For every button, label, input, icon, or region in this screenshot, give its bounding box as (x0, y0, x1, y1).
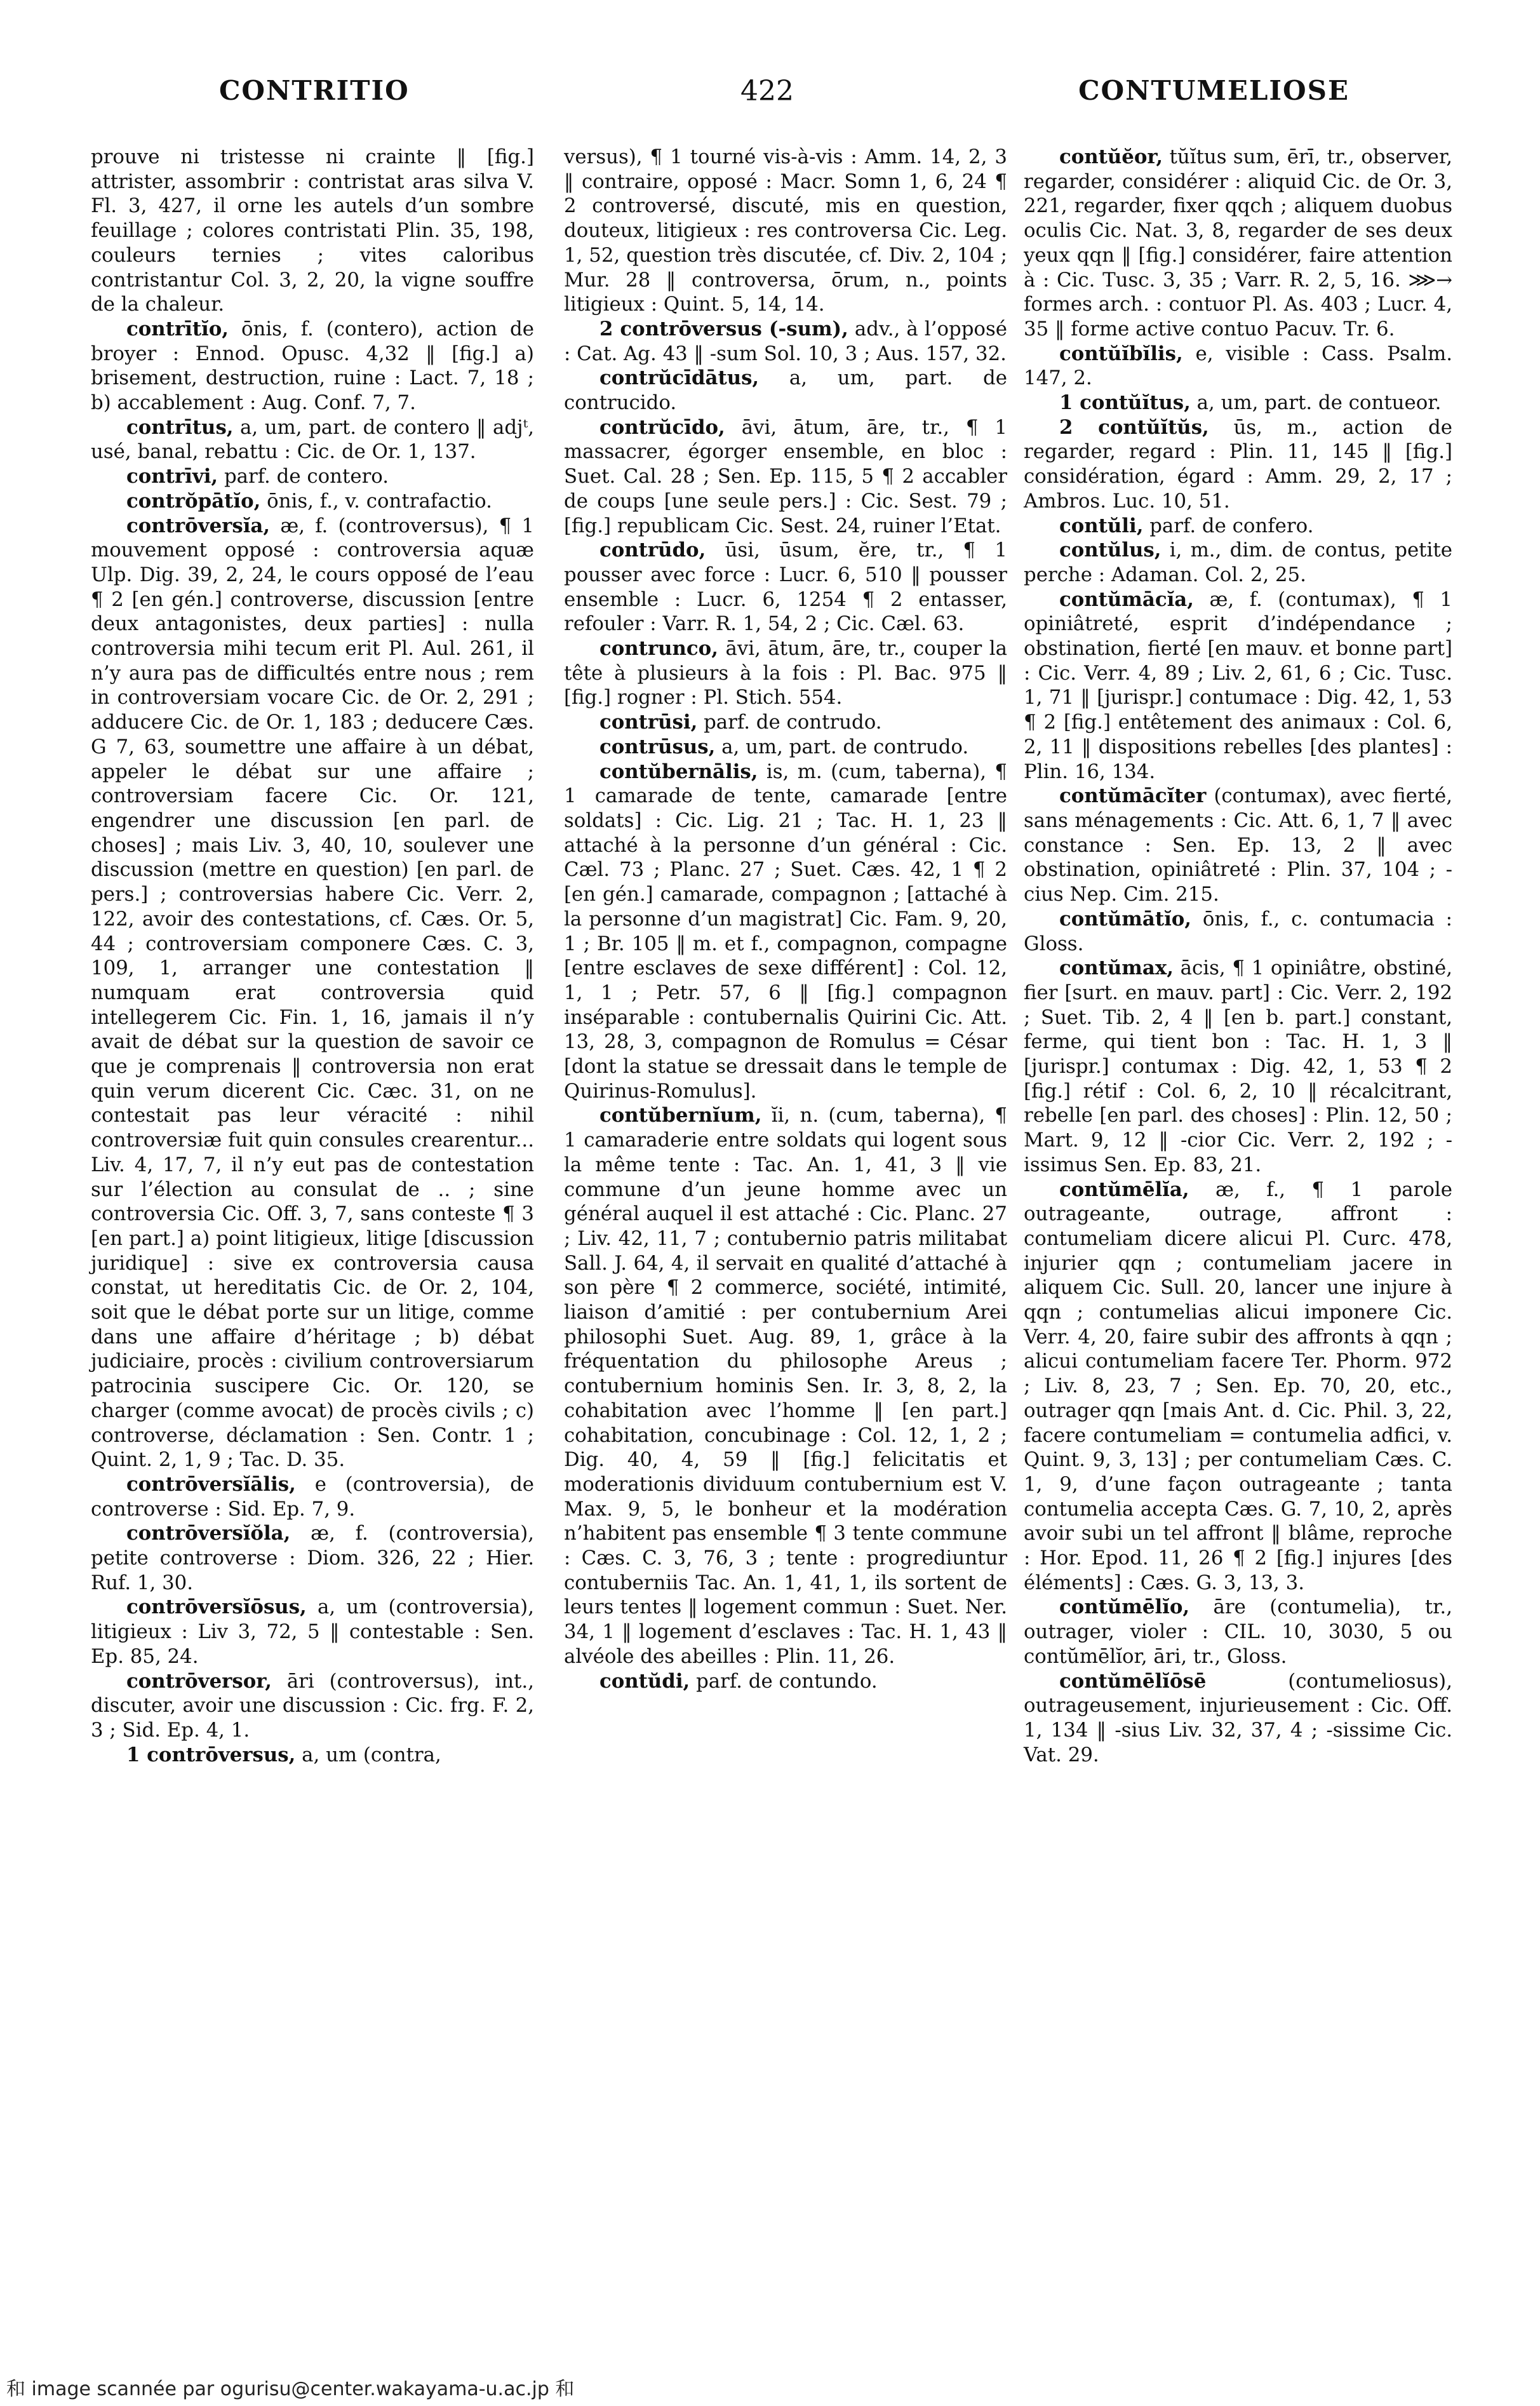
entry-headword: contŭmēlĭa, (1059, 1178, 1189, 1201)
entry-headword: contrōversĭālis, (126, 1472, 296, 1496)
column-3 (1024, 145, 1452, 1767)
entry-headword: contrūdo, (599, 539, 706, 562)
entry-headword: contŭĭbĭlis, (1059, 342, 1183, 365)
entry-headword: contŭĕor, (1059, 145, 1163, 168)
entry-headword: 1 contrōversus, (126, 1743, 296, 1766)
entry-definition: ūs, m., action de regarder, regard : Plin. 11, 145 ‖ [fig.] considération, égard : Amm. 29, 2, 17 ; Ambros. Luc. 10, 51. (1024, 415, 1452, 513)
dictionary-entry (1024, 391, 1452, 415)
dictionary-entry (564, 760, 1007, 1104)
entry-headword: contrunco, (599, 637, 718, 661)
dictionary-entry (1024, 907, 1452, 956)
dictionary-entry (91, 489, 534, 514)
dictionary-entry (564, 735, 1007, 760)
entry-headword: contŭdi, (599, 1669, 690, 1693)
entry-definition: āvi, ātum, āre, tr., ¶ 1 massacrer, égorger ensemble, en bloc : Suet. Cal. 28 ; Sen. Ep. 115, 5 ¶ 2 accabler de coups [une seule pers.] : Cic. Sest. 79 ; [fig.] republicam Cic. Sest. 24, ruiner l’Etat. (564, 415, 1007, 537)
entry-definition: āri (controversus), int., discuter, avoir une discussion : Cic. frg. F. 2, 3 ; Sid. Ep. 4, 1. (91, 1669, 534, 1742)
dictionary-entry (564, 366, 1007, 415)
dictionary-entry (564, 145, 1007, 317)
entry-headword: contŭmēlĭo, (1059, 1596, 1190, 1619)
entry-definition: (contumeliosus), outrageusement, injurieusement : Cic. Off. 1, 134 ‖ -sius Liv. 32, 37, 4 ; -sissime Cic. Vat. 29. (1024, 1669, 1452, 1766)
dictionary-entry (1024, 342, 1452, 391)
entry-definition: (contumax), avec fierté, sans ménagements : Cic. Att. 6, 1, 7 ‖ avec constance : Sen. Ep. 13, 2 ‖ avec obstination, opiniâtreté : Plin. 37, 104 ; -cius Nep. Cim. 215. (1024, 784, 1452, 906)
dictionary-entry (1024, 1669, 1452, 1768)
entry-definition: āvi, ātum, āre, tr., couper la tête à plusieurs à la fois : Pl. Bac. 975 ‖ [fig.] rogner : Pl. Stich. 554. (564, 637, 1008, 709)
dictionary-entry (91, 464, 534, 489)
scan-credit-footer: 和 image scannée par ogurisu@center.wakayama-u.ac.jp 和 (6, 2378, 575, 2400)
entry-headword: contŭmēlĭōsē (1059, 1669, 1207, 1693)
entry-headword: contŭli, (1059, 514, 1144, 537)
entry-headword: 2 contŭĭtŭs, (1059, 415, 1209, 439)
entry-definition: parf. de confero. (1149, 514, 1314, 537)
dictionary-entry (91, 317, 534, 415)
entry-definition: ĭi, n. (cum, taberna), ¶ 1 camaraderie entre soldats qui logent sous la même tente : Tac. An. 1, 41, 3 ‖ vie commune d’un jeune homme avec un général auquel il est attaché : Cic. Planc. 27 ; Liv. 42, 11, 7 ; contubernio patris militabat Sall. J. 64, 4, il servait en qualité d’attaché à son père ¶ 2 commerce, société, intimité, liaison d’amitié : per contubernium Arei philosophi Suet. Aug. 89, 1, grâce à la fréquentation du philosophe Areus ; contubernium hominis Sen. Ir. 3, 8, 2, la cohabitation avec l’homme ‖ [en part.] cohabitation, concubinage : Col. 12, 1, 2 ; Dig. 40, 4, 59 ‖ [fig.] felicitatis et moderationis dividuum contubernium est V. Max. 9, 5, le bonheur et la modération n’habitent pas ensemble ¶ 3 tente commune : Cæs. C. 3, 76, 3 ; tente : progrediuntur contuberniis Tac. An. 1, 41, 1, ils sortent de leurs tentes ‖ logement commun : Suet. Ner. 34, 1 ‖ logement d’esclaves : Tac. H. 1, 43 ‖ alvéole des abeilles : Plin. 11, 26. (564, 1104, 1007, 1668)
entry-headword: contrŭcīdātus, (599, 366, 760, 390)
dictionary-entry (91, 1595, 534, 1669)
entry-definition: ōnis, f. (contero), action de broyer : Ennod. Opusc. 4,32 ‖ [fig.] a) brisement, destruction, ruine : Lact. 7, 18 ; b) accablement : Aug. Conf. 7, 7. (91, 317, 534, 415)
entry-headword: contrōversĭŏla, (126, 1522, 291, 1545)
running-header-left: CONTRITIO (219, 75, 410, 106)
page-number: 422 (740, 75, 794, 107)
entry-headword: contŭbernālis, (599, 760, 758, 783)
entry-headword: contrōversor, (126, 1669, 272, 1693)
entry-headword: contrūsi, (599, 711, 698, 734)
entry-definition: ōnis, f., c. contumacia : Gloss. (1024, 907, 1452, 955)
dictionary-entry (1024, 588, 1452, 784)
entry-headword: contŭmācĭa, (1059, 588, 1194, 611)
entry-definition: a, um, part. de contrucido. (564, 366, 1008, 415)
dictionary-entry (1024, 1595, 1452, 1669)
entry-definition: e (controversia), de controverse : Sid. Ep. 7, 9. (91, 1472, 535, 1521)
dictionary-entry (1024, 145, 1452, 342)
entry-definition: tŭĭtus sum, ērī, tr., observer, regarder, considérer : aliquid Cic. de Or. 3, 221, regarder, fixer qqch ; aliquem duobus oculis Cic. Nat. 3, 8, regarder de ses deux yeux qqn ‖ [fig.] considérer, faire attention à : Cic. Tusc. 3, 35 ; Varr. R. 2, 5, 16. ⋙→ formes arch. : contuor Pl. As. 403 ; Lucr. 4, 35 ‖ forme active contuo Pacuv. Tr. 6. (1024, 145, 1452, 340)
dictionary-entry (1024, 784, 1452, 907)
entry-definition: prouve ni tristesse ni crainte ‖ [fig.] attrister, assombrir : contristat aras silva V. Fl. 3, 427, il orne les autels d’un sombre feuillage ; colores contristati Plin. 35, 198, couleurs ternies ; vites caloribus contristantur Col. 3, 2, 20, la vigne souffre de la chaleur. (91, 145, 534, 316)
dictionary-entry (564, 636, 1007, 710)
entry-definition: adv., à l’opposé : Cat. Ag. 43 ‖ -sum Sol. 10, 3 ; Aus. 157, 32. (564, 317, 1007, 365)
dictionary-entry (91, 514, 534, 1472)
column-1 (91, 145, 534, 1767)
entry-definition: parf. de contero. (224, 465, 389, 488)
entry-definition: æ, f. (contumax), ¶ 1 opiniâtreté, esprit d’indépendance ; obstination, fierté [en mauv. et bonne part] : Cic. Verr. 4, 89 ; Liv. 2, 61, 6 ; Cic. Tusc. 1, 71 ‖ [jurispr.] contumace : Dig. 42, 1, 53 ¶ 2 [fig.] entêtement des animaux : Col. 6, 2, 11 ‖ dispositions rebelles [des plantes] : Plin. 16, 134. (1024, 588, 1452, 783)
dictionary-entry (564, 538, 1007, 636)
entry-definition: āre (contumelia), tr., outrager, violer : CIL. 10, 3030, 5 ou contŭmēlĭor, āri, tr., Gloss. (1024, 1596, 1452, 1668)
dictionary-entry (1024, 538, 1452, 587)
dictionary-entry (91, 1743, 534, 1768)
entry-definition: æ, f. (controversus), ¶ 1 mouvement opposé : controversia aquæ Ulp. Dig. 39, 2, 24, le cours opposé de l’eau ¶ 2 [en gén.] controverse, discussion [entre deux antagonistes, deux parties] : nulla controversia mihi tecum erit Pl. Aul. 261, il n’y aura pas de difficultés entre nous ; rem in controversiam vocare Cic. de Or. 2, 291 ; adducere Cic. de Or. 1, 183 ; deducere Cæs. G 7, 63, soumettre une affaire à un débat, appeler le débat sur une affaire ; controversiam facere Cic. Or. 121, engendrer une discussion [en parl. de choses] ; mais Liv. 3, 40, 10, soulever une discussion (mettre en question) [en parl. de pers.] ; controversias habere Cic. Verr. 2, 122, avoir des contestations, cf. Cæs. Or. 5, 44 ; controversiam componere Cæs. C. 3, 109, 1, arranger une contestation ‖ numquam erat controversia quid intellegerem Cic. Fin. 1, 16, jamais il n’y avait de débat sur la question de savoir ce que je comprenais ‖ controversia non erat quin verum dicerent Cic. Cæc. 31, on ne contestait pas leur véracité : nihil controversiæ fuit quin consules crearentur... Liv. 4, 17, 7, il n’y eut pas de contestation sur l’élection au consulat de .. ; sine controversia Cic. Off. 3, 7, sans conteste ¶ 3 [en part.] a) point litigieux, litige [discussion juridique] : sive ex controversia causa constat, ut hereditatis Cic. de Or. 2, 104, soit que le débat porte sur un litige, comme dans une affaire d’héritage ; b) débat judiciaire, procès : civilium controversiarum patrocinia suscipere Cic. Or. 120, se charger (comme avocat) de procès civils ; c) controverse, déclamation : Sen. Contr. 1 ; Quint. 2, 1, 9 ; Tac. D. 35. (91, 514, 534, 1472)
entry-headword: contŭmācĭter (1059, 784, 1207, 808)
entry-definition: ōnis, f., v. contrafactio. (267, 489, 492, 513)
entry-headword: contŭbernĭum, (599, 1104, 762, 1127)
entry-definition: a, um, part. de contrudo. (721, 735, 969, 758)
dictionary-entry (564, 415, 1007, 539)
entry-headword: contrītus, (126, 415, 234, 439)
entry-definition: a, um, part. de contueor. (1196, 391, 1442, 415)
entry-definition: parf. de contundo. (696, 1669, 878, 1693)
dictionary-entry (1024, 514, 1452, 539)
entry-headword: contrŭcīdo, (599, 415, 725, 439)
entry-definition: versus), ¶ 1 tourné vis-à-vis : Amm. 14, 2, 3 ‖ contraire, opposé : Macr. Somn 1, 6, 24 ¶ 2 controversé, discuté, mis en question, douteux, litigieux : res controversa Cic. Leg. 1, 52, question très discutée, cf. Div. 2, 104 ; Mur. 28 ‖ controversa, ōrum, n., points litigieux : Quint. 5, 14, 14. (564, 145, 1007, 316)
dictionary-entry (1024, 956, 1452, 1177)
entry-definition: æ, f. (controversia), petite controverse : Diom. 326, 22 ; Hier. Ruf. 1, 30. (91, 1522, 534, 1594)
entry-headword: contŭmātĭo, (1059, 907, 1192, 931)
dictionary-entry (564, 317, 1007, 366)
dictionary-entry (91, 145, 534, 317)
dictionary-entry (1024, 1178, 1452, 1596)
entry-definition: is, m. (cum, taberna), ¶ 1 camarade de tente, camarade [entre soldats] : Cic. Lig. 21 ; Tac. H. 1, 23 ‖ attaché à la personne d’un général : Cic. Cæl. 73 ; Planc. 27 ; Suet. Cæs. 42, 1 ¶ 2 [en gén.] camarade, compagnon ; [attaché à la personne d’un magistrat] Cic. Fam. 9, 20, 1 ; Br. 105 ‖ m. et f., compagnon, compagne [entre esclaves de sexe différent] : Col. 12, 1, 1 ; Petr. 57, 6 ‖ [fig.] compagnon inséparable : contubernalis Quirini Cic. Att. 13, 28, 3, compagnon de Romulus = César [dont la statue se dressait dans le temple de Quirinus-Romulus]. (564, 760, 1007, 1103)
entry-definition: parf. de contrudo. (704, 711, 882, 734)
column-2 (564, 145, 1007, 1693)
entry-definition: a, um (contra, (302, 1743, 441, 1766)
entry-definition: i, m., dim. de contus, petite perche : Adaman. Col. 2, 25. (1024, 539, 1453, 586)
running-header-right: CONTUMELIOSE (1078, 75, 1349, 106)
entry-definition: a, um, part. de contero ‖ adjᵗ, usé, banal, rebattu : Cic. de Or. 1, 137. (91, 415, 534, 464)
entry-definition: ācis, ¶ 1 opiniâtre, obstiné, fier [surt. en mauv. part] : Cic. Verr. 2, 192 ; Suet. Tib. 2, 4 ‖ [en b. part.] constant, ferme, qui tient bon : Tac. H. 1, 3 ‖ [jurispr.] contumax : Dig. 42, 1, 53 ¶ 2 [fig.] rétif : Col. 6, 2, 10 ‖ récalcitrant, rebelle [en parl. des choses] : Plin. 12, 50 ; Mart. 9, 12 ‖ -cior Cic. Verr. 2, 192 ; -issimus Sen. Ep. 83, 21. (1024, 957, 1452, 1176)
entry-definition: ūsi, ūsum, ĕre, tr., ¶ 1 pousser avec force : Lucr. 6, 510 ‖ pousser ensemble : Lucr. 6, 1254 ¶ 2 entasser, refouler : Varr. R. 1, 54, 2 ; Cic. Cæl. 63. (564, 539, 1007, 636)
entry-headword: 1 contŭĭtus, (1059, 391, 1191, 415)
entry-headword: contŭmax, (1059, 957, 1174, 980)
dictionary-entry (91, 1472, 534, 1521)
dictionary-entry (91, 415, 534, 464)
dictionary-entry (1024, 415, 1452, 514)
dictionary-entry (564, 1669, 1007, 1694)
entry-headword: contrŏpātĭo, (126, 489, 261, 513)
entry-headword: contŭlus, (1059, 539, 1162, 562)
entry-definition: e, visible : Cass. Psalm. 147, 2. (1024, 342, 1452, 390)
entry-headword: contrītĭo, (126, 317, 229, 340)
entry-headword: contrōversĭōsus, (126, 1596, 307, 1619)
entry-headword: contrōversĭa, (126, 514, 271, 537)
dictionary-entry (91, 1669, 534, 1743)
entry-headword: 2 contrōversus (-sum), (599, 317, 848, 340)
dictionary-entry (564, 710, 1007, 735)
entry-headword: contrūsus, (599, 735, 716, 758)
entry-definition: a, um (controversia), litigieux : Liv 3, 72, 5 ‖ contestable : Sen. Ep. 85, 24. (91, 1596, 534, 1668)
entry-definition: æ, f., ¶ 1 parole outrageante, outrage, affront : contumeliam dicere alicui Pl. Curc. 478, injurier qqn ; contumeliam jacere in aliquem Cic. Sull. 20, lancer une injure à qqn ; contumelias alicui imponere Cic. Verr. 4, 20, faire subir des affronts à qqn ; alicui contumeliam facere Ter. Phorm. 972 ; Liv. 8, 23, 7 ; Sen. Ep. 70, 20, etc., outrager qqn [mais Ant. d. Cic. Phil. 3, 22, facere contumeliam = contumelia adfici, v. Quint. 9, 3, 13] ; per contumeliam Cæs. C. 1, 9, d’une façon outrageante ; tanta contumelia accepta Cæs. G. 7, 10, 2, après avoir subi un tel affront ‖ blâme, reproche : Hor. Epod. 11, 26 ¶ 2 [fig.] injures [des éléments] : Cæs. G. 3, 13, 3. (1024, 1178, 1453, 1594)
entry-headword: contrīvi, (126, 465, 218, 488)
dictionary-entry (564, 1103, 1007, 1669)
dictionary-entry (91, 1521, 534, 1595)
